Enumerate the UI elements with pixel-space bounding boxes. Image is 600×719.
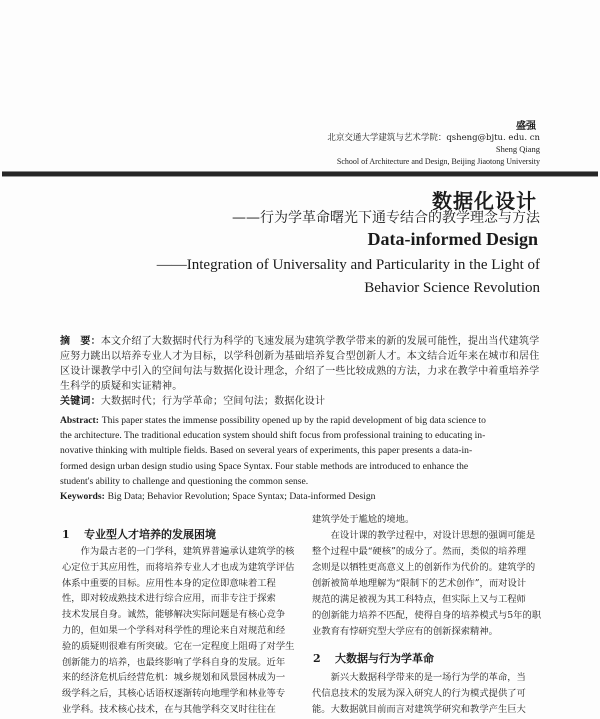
body-line: 创新被简单地理解为“限制下的艺术创作”，而对设计 bbox=[312, 578, 527, 589]
abstract-en-label: Abstract: bbox=[60, 415, 99, 426]
body-line: 技术发展自身。诚然，能够解决实际问题是有核心竞争 bbox=[62, 609, 286, 621]
author-affiliation-cn: 北京交通大学建筑与艺术学院：qsheng@bjtu. edu. cn bbox=[327, 133, 540, 143]
author-name-en: Sheng Qiang bbox=[495, 144, 540, 154]
body-line: 性，即对较成熟技术进行综合应用，而非专注于探索 bbox=[62, 593, 276, 605]
subtitle-en-line-2: Behavior Science Revolution bbox=[364, 280, 540, 296]
body-line: 的创新能力培养不匹配，使得自身的培养模式与5年的职 bbox=[312, 610, 542, 621]
body-line: 创新能力的培养，也最终影响了学科自身的发展。近年 bbox=[62, 656, 286, 668]
keywords-cn bbox=[60, 394, 325, 409]
body-line: 念则是以牺牲更高意义上的创新作为代价的。建筑学的 bbox=[312, 562, 536, 573]
abstract-cn-line: 应努力跳出以培养专业人才为目标，以学科创新为基础培养复合型创新人才。本文结合近年来在城市和居住 bbox=[60, 351, 540, 362]
abstract-cn-text: 本文介绍了大数据时代行为科学的飞速发展为建筑学教学带来的新的发展可能性，提出当代建筑学 bbox=[100, 336, 540, 347]
title-cn: 数据化设计 bbox=[432, 189, 537, 213]
abstract-en-text: This paper states the immense possibility opened up by the rapid development of big data science to bbox=[101, 415, 486, 426]
right-column-body bbox=[312, 512, 541, 640]
body-line: 验的质疑则很难有所突破。它在一定程度上阻碍了对学生 bbox=[62, 640, 295, 652]
body-line: 代信息技术的发展为深入研究人的行为模式提供了可 bbox=[312, 688, 526, 699]
abstract-en-line: student's ability to challenge and questioning the common sense. bbox=[60, 475, 309, 487]
body-line: 来的经济危机后经营危机：城乡规划和风景园林成为一 bbox=[62, 672, 286, 684]
keywords-cn-text: 大数据时代；行为学革命；空间句法；数据化设计 bbox=[100, 396, 326, 407]
body-line: 力的，但如果一个学科对科学性的理论来自对规范和经 bbox=[62, 624, 286, 636]
section-2-title: 大数据与行为学革命 bbox=[334, 652, 434, 665]
body-line: 新兴大数据科学带来的是一场行为学的革命，当 bbox=[330, 672, 526, 683]
section-1-body bbox=[62, 544, 294, 718]
abstract-cn bbox=[60, 334, 539, 394]
abstract-cn-line bbox=[60, 334, 539, 349]
abstract-en-line: novative thinking with multiple fields. Based on several years of experiments, this paper presents a data-in- bbox=[60, 445, 473, 457]
body-line: 心定位于其应用性，而将培养专业人才也成为建筑学评估 bbox=[62, 561, 295, 573]
section-2-body bbox=[312, 670, 526, 718]
abstract-en-line: the architecture. The traditional education system should shift focus from professional training to educating in- bbox=[60, 430, 486, 442]
body-line: 整个过程中最“硬核”的成分了。然而，类似的培养理 bbox=[312, 546, 527, 557]
keywords-en bbox=[60, 489, 375, 504]
body-line: 级学科之后，其核心话语权逐渐转向地理学和林业等专 bbox=[62, 688, 286, 700]
abstract-cn-line: 区设计课教学中引入的空间句法与数据化设计理念，介绍了一些比较成熟的方法，力求在教学中着重培养学 bbox=[60, 366, 540, 377]
body-line: 规范的满足被视为其工科特点，但实际上又与工程师 bbox=[312, 594, 526, 605]
section-1-title: 专业型人才培养的发展困境 bbox=[83, 528, 216, 541]
keywords-en-text: Big Data; Behavior Revolution; Space Syntax; Data-informed Design bbox=[107, 491, 376, 502]
author-affiliation-en: School of Architecture and Design, Beijing Jiaotong University bbox=[336, 157, 540, 166]
body-line: 在设计课的教学过程中，对设计思想的强调可能是 bbox=[330, 530, 536, 541]
author-name-cn: 盛强 bbox=[516, 121, 536, 132]
abstract-en bbox=[60, 413, 486, 489]
keywords-en-label: Keywords: bbox=[60, 491, 105, 502]
subtitle-cn: ——行为学革命曙光下通专结合的教学理念与方法 bbox=[232, 210, 540, 226]
abstract-en-line: formed design urban design studio using Space Syntax. Four stable methods are introduced to enhance the bbox=[60, 460, 469, 472]
abstract-en-line bbox=[60, 413, 486, 428]
body-line: 业教育有悖研究型大学应有的创新探索精神。 bbox=[312, 626, 498, 637]
body-line: 建筑学处于尴尬的境地。 bbox=[312, 514, 415, 525]
title-en: Data-informed Design bbox=[367, 229, 538, 249]
header-divider bbox=[2, 172, 598, 176]
section-1-heading bbox=[62, 526, 216, 542]
section-2-heading bbox=[313, 650, 434, 666]
body-line: 体系中重要的目标。应用性本身的定位即意味着工程 bbox=[62, 577, 276, 589]
body-line: 作为最古老的一门学科，建筑界普遍承认建筑学的核 bbox=[80, 546, 295, 557]
section-2-number: 2 bbox=[313, 652, 321, 665]
body-line: 业学科。技术核心技术，在与其他学科交叉时往往在 bbox=[62, 703, 276, 715]
abstract-cn-line: 生科学的质疑和实证精神。 bbox=[60, 381, 183, 392]
subtitle-en-line-1: ——Integration of Universality and Particularity in the Light of bbox=[156, 257, 540, 273]
body-line: 能。大数据就目前而言对建筑学研究和教学产生巨大 bbox=[312, 704, 526, 715]
section-1-number: 1 bbox=[62, 528, 70, 541]
abstract-cn-label: 摘 要： bbox=[60, 336, 101, 347]
keywords-cn-label: 关键词： bbox=[60, 396, 101, 407]
